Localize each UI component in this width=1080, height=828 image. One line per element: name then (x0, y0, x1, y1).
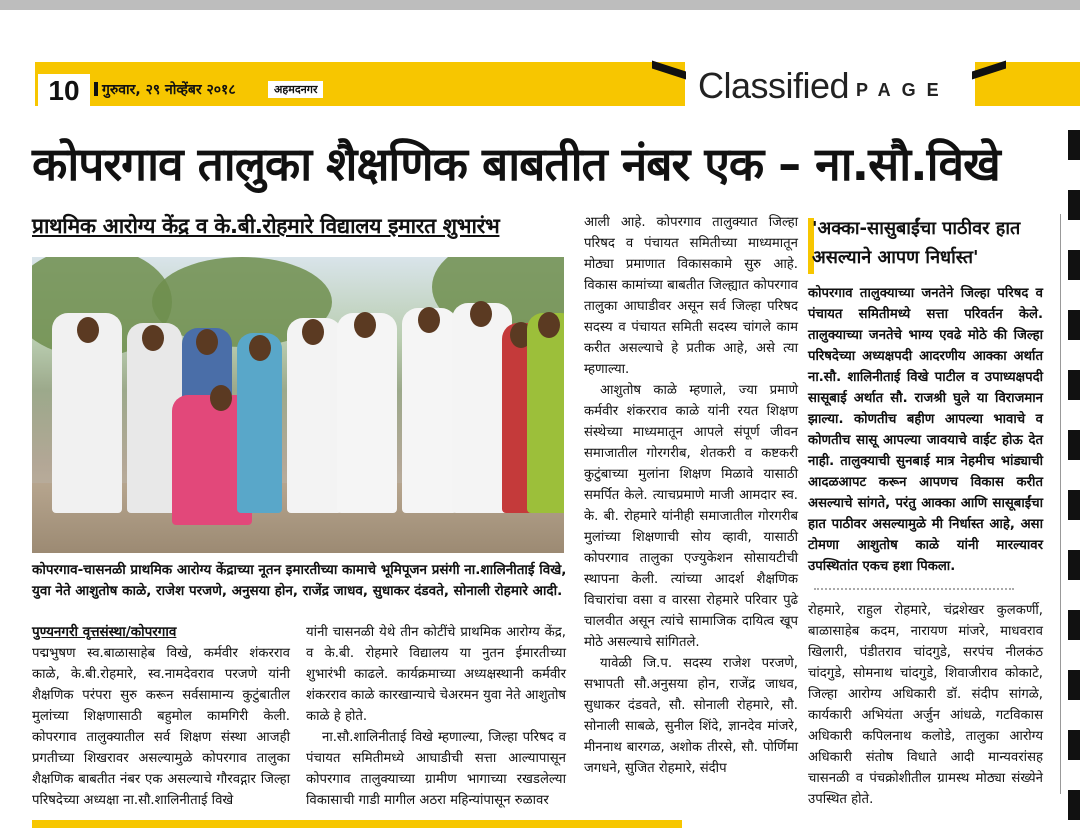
article-column-1 (32, 622, 290, 811)
article-column-2-para-1: यांनी चासनळी येथे तीन कोटींचे प्राथमिक आरोग्य केंद्र, व के.बी. रोहमारे विद्यालय या नुतन ईमारतीच्या शुभारंभी काढले. कार्यक्रमाच्या अध्यक्षस्थानी कर्मवीर शंकरराव काळे कारखान्याचे चेअरमन युवा नेते आशुतोष काळे हे होते. (306, 625, 566, 724)
sidebox-title: 'अक्का-सासुबाईंचा पाठीवर हात असल्याने आपण निर्धास्त' (812, 218, 1021, 268)
footer-band (32, 820, 682, 828)
article-column-3 (584, 212, 798, 779)
issue-date (94, 80, 236, 99)
article-headline: कोपरगाव तालुका शैक्षणिक बाबतीत नंबर एक – ना.सौ.विखे (32, 137, 1000, 191)
article-byline: पुण्यनगरी वृत्तसंस्था/कोपरगाव (32, 624, 177, 640)
adjacent-column-edge (1068, 130, 1080, 828)
top-border (0, 0, 1080, 10)
article-column-4: रोहमारे, राहुल रोहमारे, चंद्रशेखर कुलकर्णी, बाळासाहेब कदम, नारायण मांजरे, माधवराव खिलारी, पंडीतराव चांदगुडे, सरपंच नीलकंठ चांदगुडे, सोमनाथ चांदगुडे, शिवाजीराव कोकाटे, जिल्हा आरोग्य अधिकारी डॉ. संदीप सांगळे, कार्यकारी अभियंता अर्जुन आंधळे, गटविकास अधिकारी कपिलनाथ कलोडे, तालुका आरोग्य अधिकारी संतोष विधाते आदी मान्यवरांसह चासनळी व पंचक्रोशीतील ग्रामस्थ मोठ्या संख्येने उपस्थित होते. (808, 603, 1043, 807)
edition-city: अहमदनगर (268, 81, 323, 98)
column-rule (1060, 214, 1061, 794)
issue-date-text: गुरुवार, २९ नोव्हेंबर २०१८ (102, 82, 236, 98)
sidebox-divider (814, 588, 1014, 590)
photo-caption: कोपरगाव-चासनळी प्राथमिक आरोग्य केंद्राच्या नूतन इमारतीच्या कामाचे भूमिपूजन प्रसंगी ना.शालिनीताई विखे, युवा नेते आशुतोष काळे, राजेश परजणे, अनुसया होन, राजेंद्र जाधव, सुधाकर दंडवते, सोनाली रोहमारे आदी. (32, 562, 567, 599)
page-number: 10 (38, 74, 90, 108)
section-title: Classified (698, 65, 850, 106)
article-column-2 (306, 622, 566, 811)
article-column-2-para-2: ना.सौ.शालिनीताई विखे म्हणाल्या, जिल्हा परिषद व पंचायत समितीमध्ये आघाडीची सत्ता आल्यापासून कोपरगाव तालुक्याच्या ग्रामीण भागाच्या रखडलेल्या विकासाची गाडी मागील अठरा महिन्यांपासून रुळावर (306, 730, 566, 808)
article-subheadline: प्राथमिक आरोग्य केंद्र व के.बी.रोहमारे विद्यालय इमारत शुभारंभ (32, 214, 500, 238)
article-photo (32, 257, 564, 553)
date-bullet-icon (94, 82, 98, 96)
sidebox-body: कोपरगाव तालुक्याच्या जनतेने जिल्हा परिषद व पंचायत समितीमध्ये सत्ता परिवर्तन केले. तालुक्याच्या जनतेचे भाग्य एवढे मोठे की जिल्हा परिषदेच्या अध्यक्षपदी आदरणीय आक्का अर्थात ना.सौ. शालिनीताई विखे पाटील व उपाध्यक्षपदी सासूबाई अर्थात सौ. राजश्री घुले या विराजमान झाल्या. कोणतीच बहीण आपल्या भावाचे व कोणतीच सासू आपल्या जावयाचे वाईट होऊ देत नाही. तालुक्याची सुनबाई मात्र नेहमीच भांड्याची आदळआपट करून आपणच विकास करीत असल्याचे सांगते, परंतु आक्का आणि सासूबाईंचा हात पाठीवर असल्यामुळे मी निर्धास्त आहे, असा टोमणा आशुतोष काळे यांनी मारल्यावर उपस्थितांत एकच हशा पिकला. (808, 286, 1043, 574)
article-column-1-text: पद्मभुषण स्व.बाळासाहेब विखे, कर्मवीर शंकरराव काळे, के.बी.रोहमारे, स्व.नामदेवराव परजणे यांनी शैक्षणिक परंपरा सुरु करून सर्वसामान्य कुटुंबातील मुलांच्या शिक्षणासाठी बहुमोल कामगिरी केली. कोपरगाव तालुक्यातील सर्व शिक्षण संस्था आजही प्रगतीच्या शिखरावर असल्यामुळे कोपरगाव तालुका शैक्षणिक बाबतीत नंबर एक असल्याचे गौरवद्गार जिल्हा परिषदेच्या अध्यक्षा ना.सौ.शालिनीताई विखे (32, 646, 290, 808)
article-column-3-para-3: यावेळी जि.प. सदस्य राजेश परजणे, सभापती सौ.अनुसया होन, राजेंद्र जाधव, सुधाकर दंडवते, सौ. सोनाली रोहमारे, सौ. सोनाली साबळे, सुनील शिंदे, ज्ञानदेव मांजरे, मीननाथ बारगळ, अशोक तीरसे, सौ. पोर्णिमा जगधने, सुजित रोहमारे, संदीप (584, 656, 798, 776)
section-page-label: PAGE (856, 80, 950, 100)
article-column-3-para-1: आली आहे. कोपरगाव तालुक्यात जिल्हा परिषद व पंचायत समितीच्या माध्यमातून मोठ्या प्रमाणात विकासकामे सुरु आहे. विकास कामांच्या बाबतीत जिल्ह्यात कोपरगाव तालुका आघाडीवर असून सर्व जिल्हा परिषद सदस्य व पंचायत समिती सदस्य चांगले काम करीत असल्याचे हे प्रतीक आहे, असे त्या म्हणाल्या. (584, 215, 798, 377)
article-column-3-para-2: आशुतोष काळे म्हणाले, ज्या प्रमाणे कर्मवीर शंकरराव काळे यांनी रयत शिक्षण संस्थेच्या माध्यमातून आपले संपूर्ण जीवन समाजातील गोरगरीब, शेतकरी व कष्टकरी कुटुंबाच्या मुलांना शिक्षण मिळावे यासाठी समर्पित केले. त्याचप्रमाणे माजी आमदार स्व. के. बी. रोहमारे यांनीही समाजातील गोरगरीब मुलांच्या शिक्षणाची सोय व्हावी, यासाठी कोपरगाव तालुका एज्युकेशन सोसायटीची स्थापना केली. त्यांच्या आदर्श शैक्षणिक विचारांचा वसा व वारसा रोहमारे परिवार पुढे चालवीत असून त्यांचे सामाजिक दायित्व खूप मोठे असल्याचे सांगितले. (584, 383, 798, 650)
